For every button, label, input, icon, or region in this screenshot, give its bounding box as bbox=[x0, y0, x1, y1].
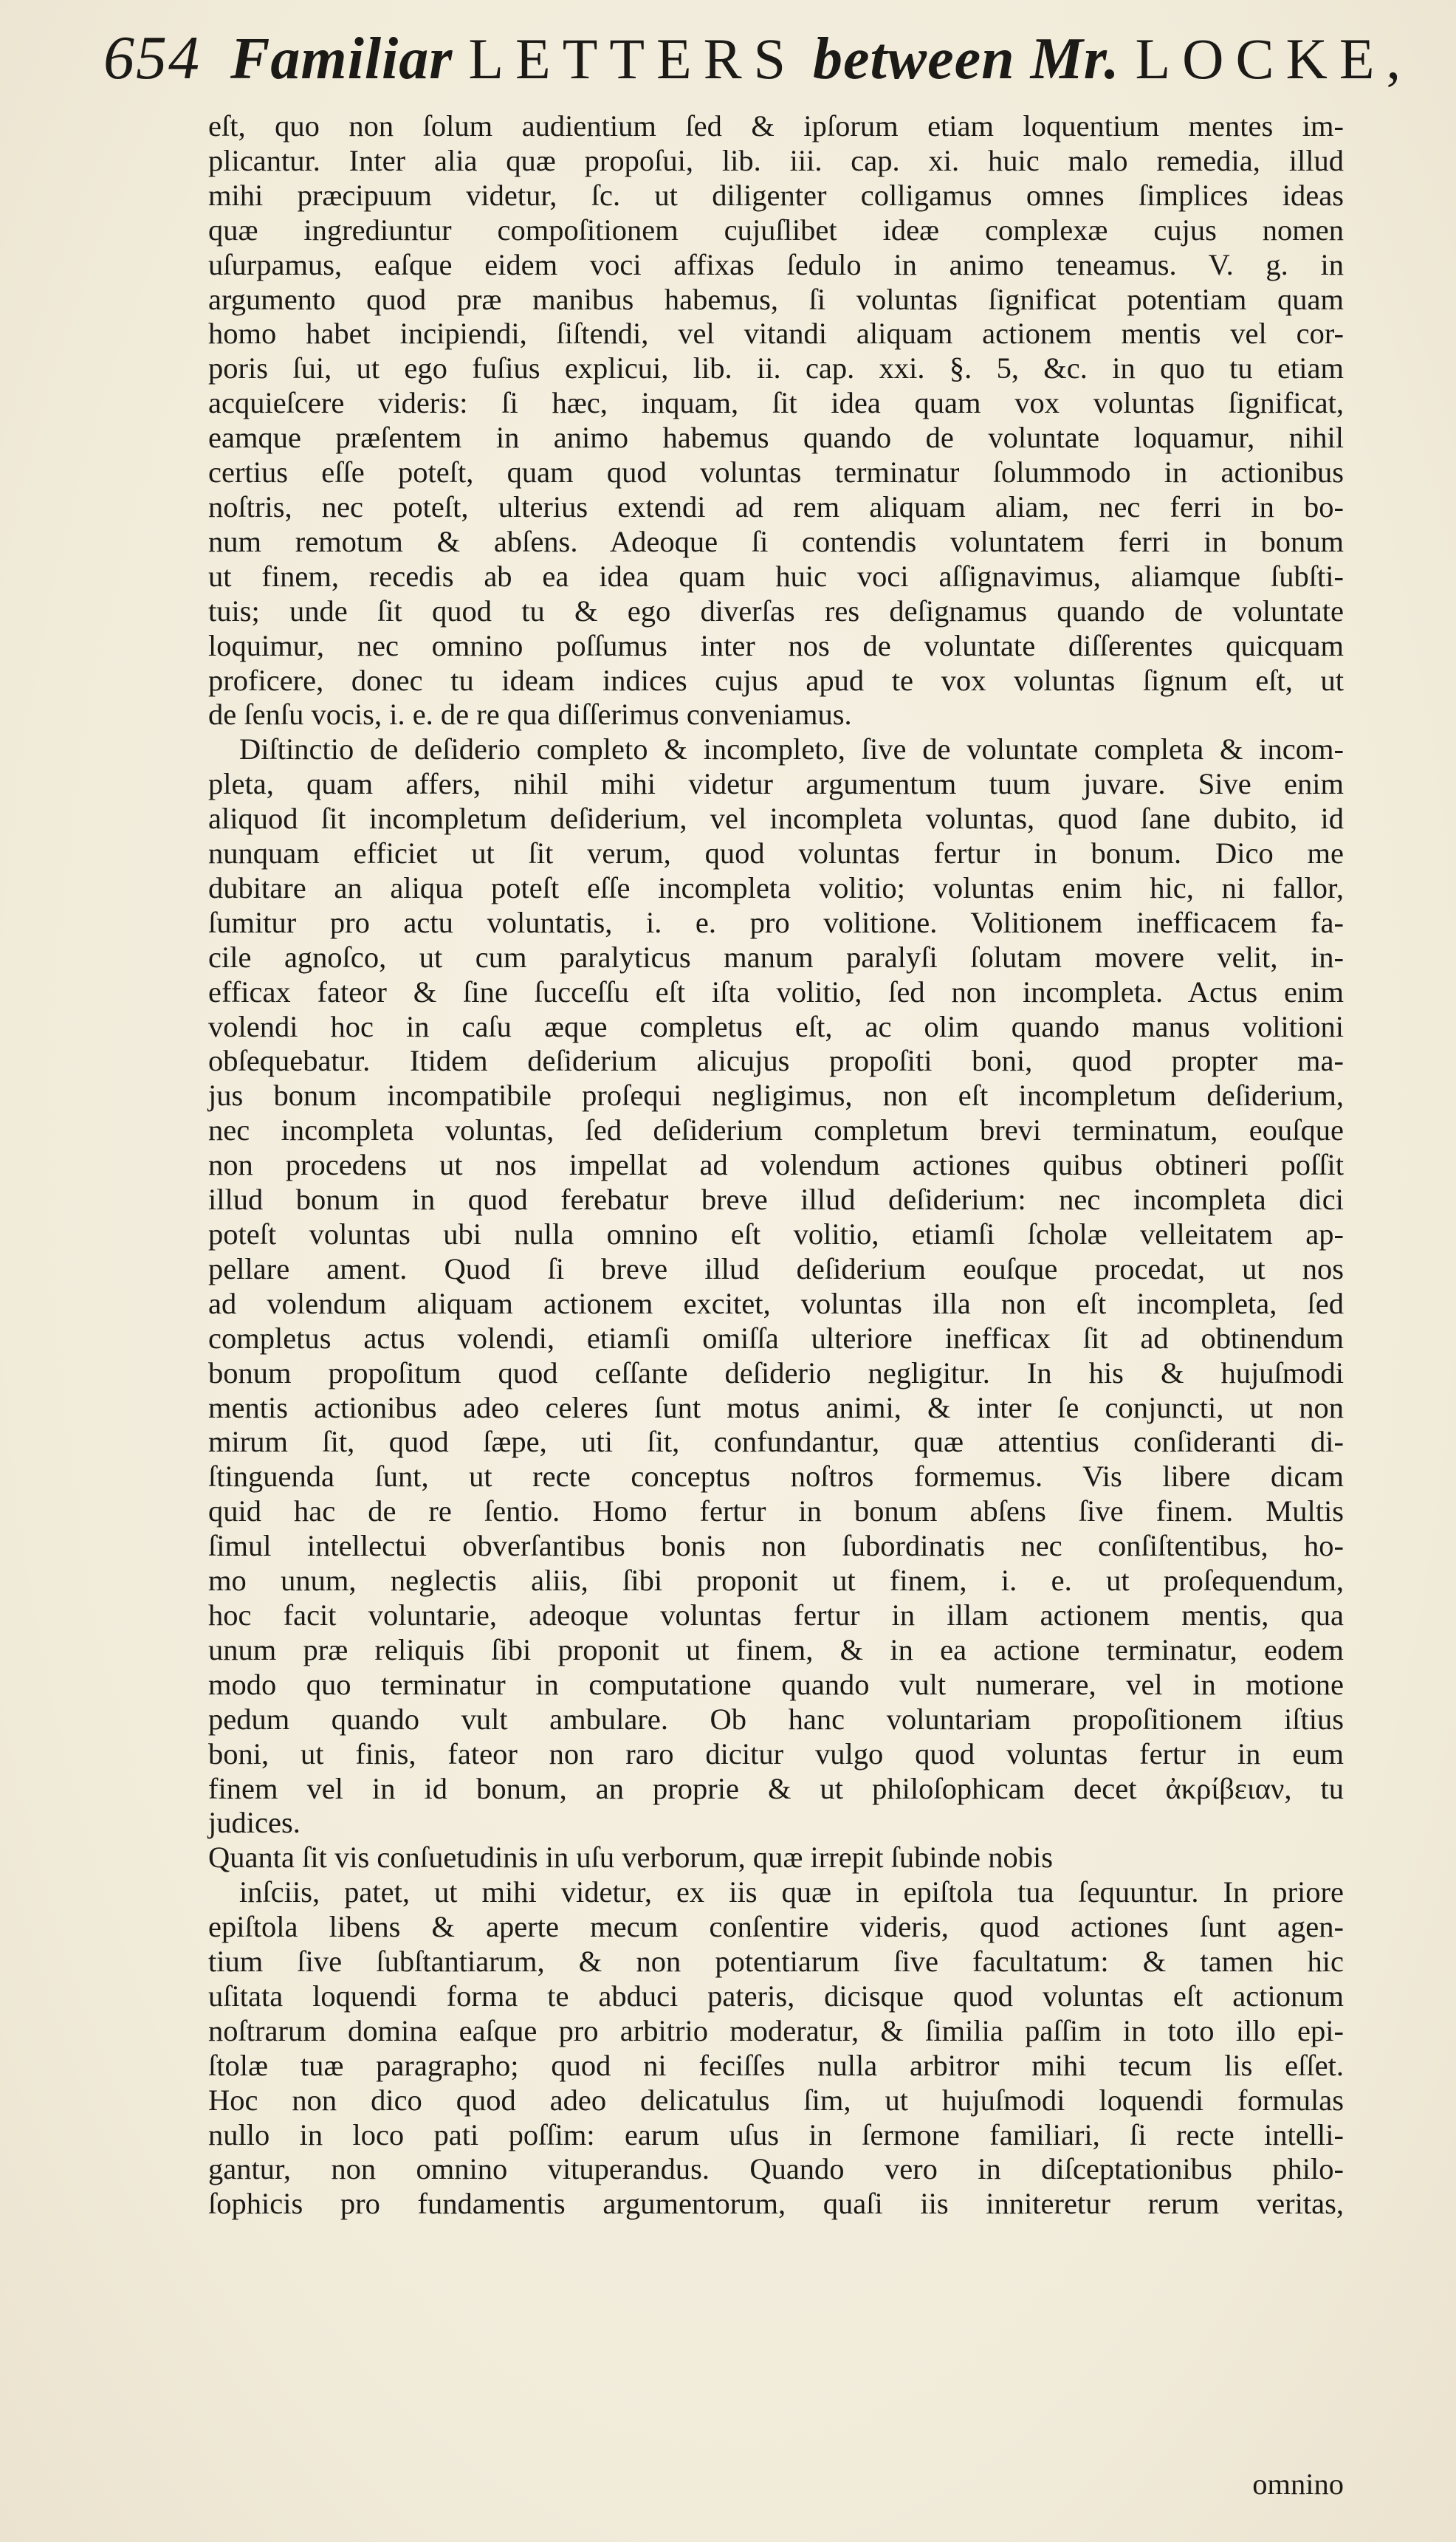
text-line: Hoc non dico quod adeo delicatulus ſim, ut hujuſmodi loquendi formulas bbox=[208, 2083, 1344, 2117]
text-line: plicantur. Inter alia quæ propoſui, lib. iii. cap. xi. huic malo remedia, illud bbox=[208, 143, 1344, 177]
text-line: ſophicis pro fundamentis argumentorum, quaſi iis inniteretur rerum veritas, bbox=[208, 2187, 1344, 2221]
text-line: inſciis, patet, ut mihi videtur, ex iis quæ in epiſtola tua ſequuntur. In priore bbox=[239, 1875, 1344, 1909]
text-line: certius eſſe poteſt, quam quod voluntas terminatur ſolummodo in actionibus bbox=[208, 456, 1344, 489]
text-line: tuis; unde ſit quod tu & ego diverſas res deſignamus quando de voluntate bbox=[208, 594, 1344, 628]
text-line: illud bonum in quod ferebatur breve illud deſiderium: nec incompleta dici bbox=[208, 1183, 1344, 1217]
text-line: acquieſcere videris: ſi hæc, inquam, ſit idea quam vox voluntas ſignificat, bbox=[208, 386, 1344, 420]
title-word-mr: Mr. bbox=[1030, 27, 1120, 92]
text-line: ſimul intellectui obverſantibus bonis non ſubordinatis nec conſiſtentibus, ho- bbox=[208, 1529, 1344, 1563]
text-line: gantur, non omnino vituperandus. Quando vero in diſceptationibus philo- bbox=[208, 2152, 1344, 2186]
title-word-between: between bbox=[813, 27, 1015, 92]
text-line: noſtris, nec poteſt, ulterius extendi ad rem aliquam aliam, nec ferri in bo- bbox=[208, 489, 1344, 523]
text-line: Quanta ſit vis conſuetudinis in uſu verborum, quæ irrepit ſubinde nobis bbox=[208, 1841, 1053, 1875]
page-number: 654 bbox=[103, 24, 201, 92]
text-line: unum præ reliquis ſibi proponit ut finem, & in ea actione terminatur, eodem bbox=[208, 1632, 1344, 1666]
text-line: eamque præſentem in animo habemus quando de voluntate loquamur, nihil bbox=[208, 421, 1344, 455]
text-line: jus bonum incompatibile proſequi negligimus, non eſt incompletum deſiderium, bbox=[208, 1079, 1344, 1113]
text-line: non procedens ut nos impellat ad volendum actiones quibus obtineri poſſit bbox=[208, 1148, 1344, 1182]
text-line: epiſtola libens & aperte mecum conſentire videris, quod actiones ſunt agen- bbox=[208, 1910, 1344, 1944]
title-word-familiar: Familiar bbox=[230, 27, 453, 92]
text-line: nunquam efficiet ut ſit verum, quod voluntas fertur in bonum. Dico me bbox=[208, 837, 1344, 870]
text-line: quid hac de re ſentio. Homo fertur in bonum abſens ſive finem. Multis bbox=[208, 1494, 1344, 1528]
text-line: efficax fateor & ſine ſucceſſu eſt iſta volitio, ſed non incompleta. Actus enim bbox=[208, 975, 1344, 1009]
text-line: ſtolæ tuæ paragrapho; quod ni feciſſes nulla arbitror mihi tecum lis eſſet. bbox=[208, 2048, 1344, 2082]
text-line: poteſt voluntas ubi nulla omnino eſt volitio, etiamſi ſcholæ velleitatem ap- bbox=[208, 1217, 1344, 1251]
title-word-letters: LETTERS bbox=[468, 27, 798, 91]
text-line: judices. bbox=[208, 1806, 301, 1840]
text-line: pedum quando vult ambulare. Ob hanc voluntariam propoſitionem iſtius bbox=[208, 1702, 1344, 1736]
text-line: homo habet incipiendi, ſiſtendi, vel vitandi aliquam actionem mentis vel cor- bbox=[208, 317, 1344, 351]
text-line: completus actus volendi, etiamſi omiſſa ulteriore inefficax ſit ad obtinendum bbox=[208, 1321, 1344, 1355]
text-line: poris ſui, ut ego fuſius explicui, lib. ii. cap. xxi. §. 5, &c. in quo tu etiam bbox=[208, 351, 1344, 385]
text-line: aliquod ſit incompletum deſiderium, vel incompleta voluntas, quod ſane dubito, id bbox=[208, 802, 1344, 836]
text-line: loquimur, nec omnino poſſumus inter nos de voluntate diſſerentes quicquam bbox=[208, 628, 1344, 662]
text-line: modo quo terminatur in computatione quando vult numerare, vel in motione bbox=[208, 1667, 1344, 1701]
text-line: uſitata loquendi forma te abduci pateris, dicisque quod voluntas eſt actionum bbox=[208, 1979, 1344, 2013]
text-line: hoc facit voluntarie, adeoque voluntas fertur in illam actionem mentis, qua bbox=[208, 1598, 1344, 1632]
text-line: eſt, quo non ſolum audientium ſed & ipſorum etiam loquentium mentes im- bbox=[208, 109, 1344, 142]
text-line: dubitare an aliqua poteſt eſſe incompleta volitio; voluntas enim hic, ni fallor, bbox=[208, 870, 1344, 904]
text-line: Diſtinctio de deſiderio completo & incompleto, ſive de voluntate completa & incom- bbox=[239, 732, 1344, 766]
text-line: uſurpamus, eaſque eidem voci affixas ſedulo in animo teneamus. V. g. in bbox=[208, 247, 1344, 281]
text-line: quæ ingrediuntur compoſitionem cujuſlibet ideæ complexæ cujus nomen bbox=[208, 213, 1344, 247]
text-line: mo unum, neglectis aliis, ſibi proponit ut finem, i. e. ut proſequendum, bbox=[208, 1564, 1344, 1598]
text-line: mirum ſit, quod ſæpe, uti ſit, confundantur, quæ attentius conſideranti di- bbox=[208, 1425, 1344, 1459]
text-line: pellare ament. Quod ſi breve illud deſiderium eouſque procedat, ut nos bbox=[208, 1251, 1344, 1285]
text-line: nullo in loco pati poſſim: earum uſus in ſermone familiari, ſi recte intelli- bbox=[208, 2117, 1344, 2151]
text-line: bonum propoſitum quod ceſſante deſiderio negligitur. In his & hujuſmodi bbox=[208, 1356, 1344, 1389]
text-line: ſumitur pro actu voluntatis, i. e. pro volitione. Volitionem inefficacem fa- bbox=[208, 905, 1344, 939]
text-line: mentis actionibus adeo celeres ſunt motus animi, & inter ſe conjuncti, ut non bbox=[208, 1390, 1344, 1424]
text-line: proficere, donec tu ideam indices cujus apud te vox voluntas ſignum eſt, ut bbox=[208, 663, 1344, 697]
text-line: nec incompleta voluntas, ſed deſiderium completum brevi terminatum, eouſque bbox=[208, 1113, 1344, 1147]
running-title bbox=[230, 26, 1412, 93]
text-line: noſtrarum domina eaſque pro arbitrio moderatur, & ſimilia paſſim in toto illo epi- bbox=[208, 2013, 1344, 2047]
text-line: boni, ut finis, fateor non raro dicitur vulgo quod voluntas fertur in eum bbox=[208, 1737, 1344, 1770]
text-line: obſequebatur. Itidem deſiderium alicujus propoſiti boni, quod propter ma- bbox=[208, 1044, 1344, 1078]
text-line: pleta, quam affers, nihil mihi videtur argumentum tuum juvare. Sive enim bbox=[208, 767, 1344, 801]
text-line: volendi hoc in caſu æque completus eſt, ac olim quando manus volitioni bbox=[208, 1009, 1344, 1043]
text-line: num remotum & abſens. Adeoque ſi contendis voluntatem ferri in bonum bbox=[208, 524, 1344, 558]
text-line: de ſenſu vocis, i. e. de re qua diſſerimus conveniamus. bbox=[208, 698, 852, 732]
text-line: ſtinguenda ſunt, ut recte conceptus noſtros formemus. Vis libere dicam bbox=[208, 1460, 1344, 1494]
text-line: ad volendum aliquam actionem excitet, voluntas illa non eſt incompleta, ſed bbox=[208, 1286, 1344, 1320]
text-line: ut finem, recedis ab ea idea quam huic voci aſſignavimus, aliamque ſubſti- bbox=[208, 559, 1344, 593]
catchword: omnino bbox=[1252, 2467, 1344, 2501]
text-line: tium ſive ſubſtantiarum, & non potentiarum ſive facultatum: & tamen hic bbox=[208, 1945, 1344, 1979]
running-header bbox=[103, 22, 1412, 103]
text-line: argumento quod præ manibus habemus, ſi voluntas ſignificat potentiam quam bbox=[208, 282, 1344, 316]
text-line: cile agnoſco, ut cum paralyticus manum paralyſi ſolutam movere velit, in- bbox=[208, 940, 1344, 974]
text-line: mihi præcipuum videtur, ſc. ut diligenter colligamus omnes ſimplices ideas bbox=[208, 178, 1344, 212]
title-word-locke: LOCKE, bbox=[1135, 27, 1412, 91]
text-line: finem vel in id bonum, an proprie & ut philoſophicam decet ἀκρίβειαν, tu bbox=[208, 1771, 1344, 1805]
body-text bbox=[208, 109, 1344, 2222]
